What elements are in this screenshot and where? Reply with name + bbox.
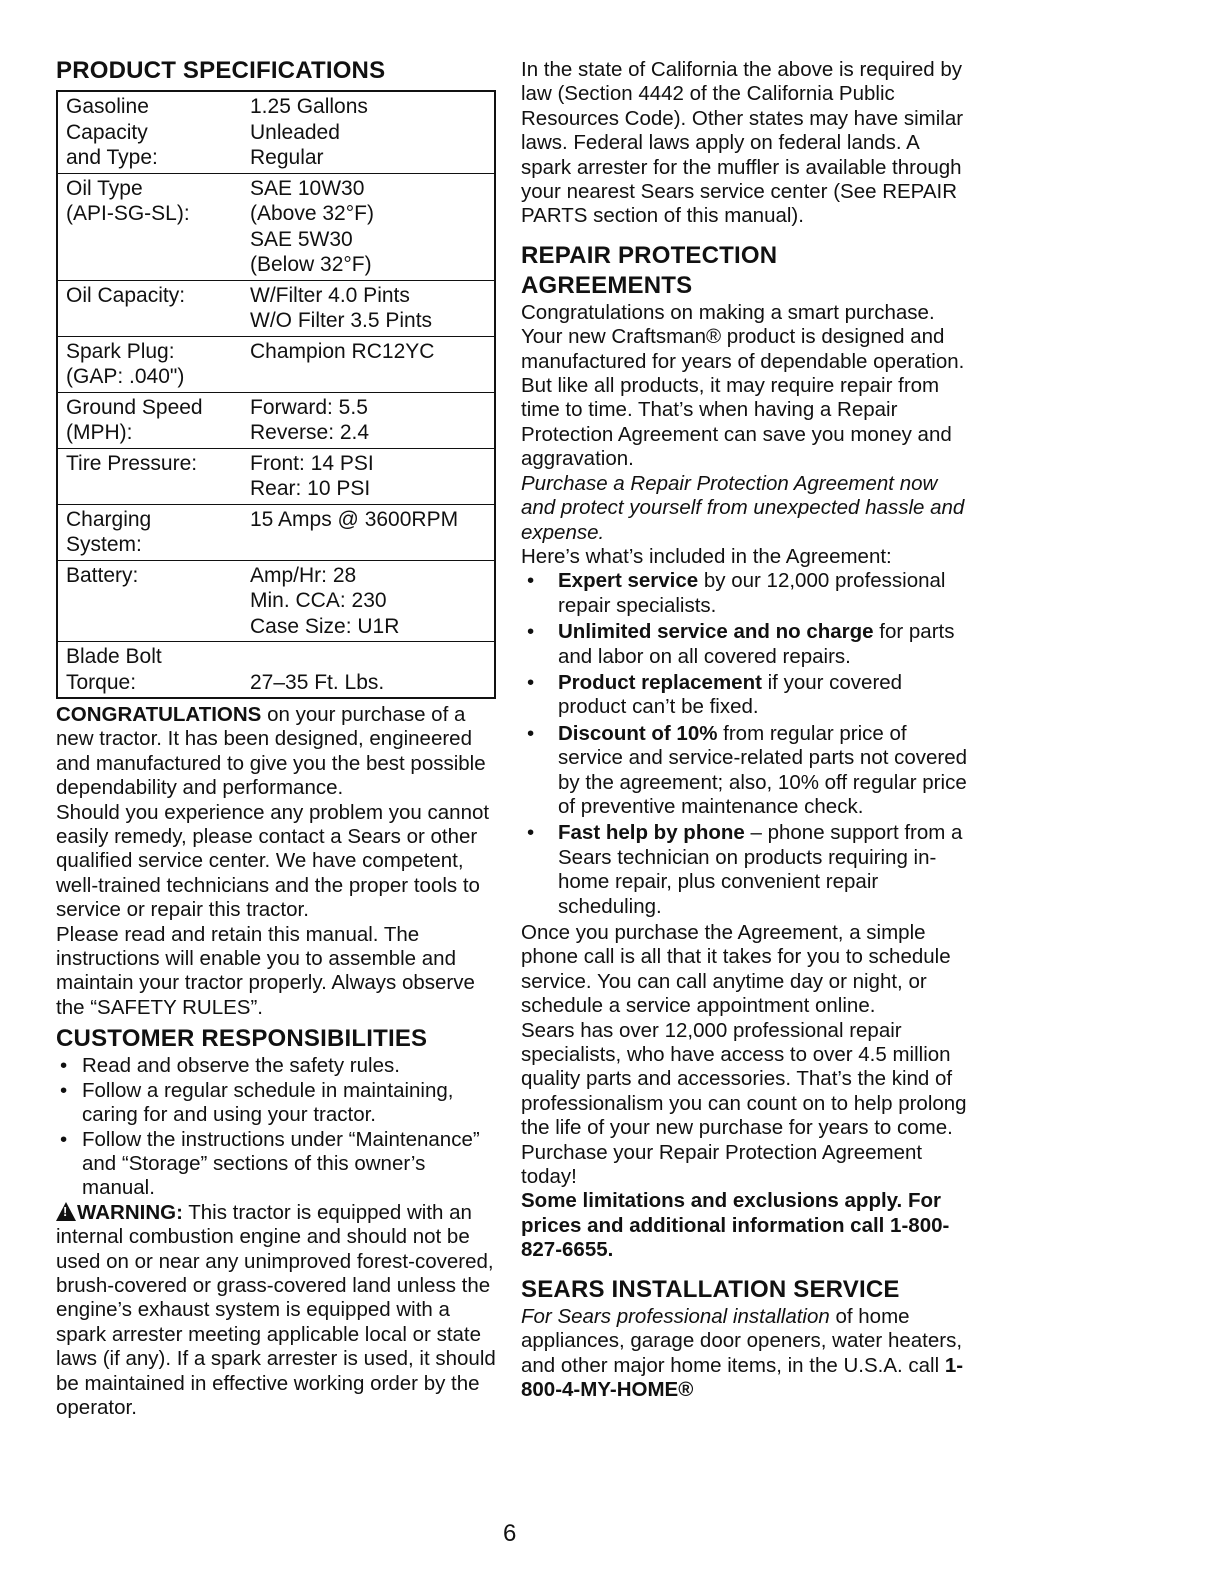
- rpa-intro: Congratulations on making a smart purchase. Your new Craftsman® product is designed and manufactured for years of dependable operation. But like all products, it may require repair from time to time. That’s when having a Repair Protection Agreement can save you money and aggravation.: [521, 300, 965, 471]
- list-item: • Follow the instructions under “Maintenance” and “Storage” sections of this owner’s manual.: [56, 1128, 496, 1201]
- item-lead: Unlimited service and no charge: [558, 620, 874, 644]
- once-paragraph: Once you purchase the Agreement, a simple phone call is all that it takes for you to schedule service. You can call anytime day or night, or schedule a service appointment online.: [521, 921, 951, 1018]
- list-item: • Follow a regular schedule in maintaining, caring for and using your tractor.: [56, 1079, 496, 1128]
- warning-text: This tractor is equipped with an internal combustion engine and should not be used on or near any unimproved forest-covered, brush-covered or grass-covered land unless the engine’s exhaust system is equipped with a spark arrester meeting applicable local or state laws (if any). If a spark arrester is used, it should be maintained in effective working order by the operator.: [56, 1200, 496, 1419]
- table-row: [57, 336, 495, 392]
- warning-paragraph: [56, 1201, 496, 1421]
- spec-label: Oil Capacity:: [57, 280, 242, 336]
- spec-label: Oil Type (API-SG-SL):: [57, 173, 242, 280]
- included-heading: Here’s what’s included in the Agreement:: [521, 544, 892, 568]
- item-text: from regular price of service and service-related parts not covered by the agreement; also, 10% off regular price of preventive maintenance check.: [558, 721, 968, 818]
- table-row: [57, 91, 495, 173]
- congrats-text: on your purchase of a new tractor. It has been designed, engineered and manufactured to give you the best possible dependability and performance.: [56, 703, 486, 800]
- customer-responsibilities-list: [56, 1054, 496, 1200]
- table-row: [57, 392, 495, 448]
- table-row: [57, 173, 495, 280]
- right-column: [521, 58, 971, 1402]
- left-column: [56, 56, 496, 1420]
- spec-label: Ground Speed (MPH):: [57, 392, 242, 448]
- spec-value: Front: 14 PSI Rear: 10 PSI: [242, 448, 495, 504]
- item-lead: Discount of 10%: [558, 721, 718, 745]
- spec-label: Tire Pressure:: [57, 448, 242, 504]
- spec-value: SAE 10W30 (Above 32°F) SAE 5W30 (Below 32°F): [242, 173, 495, 280]
- spec-table: [56, 90, 496, 699]
- rpa-title-line2: AGREEMENTS: [521, 271, 693, 299]
- item-lead: Expert service: [558, 569, 699, 593]
- sears-has-paragraph: Sears has over 12,000 professional repair specialists, who have access to over 4.5 million quality parts and accessories. That’s the kind of professionalism you can count on to help prolong the life of your new purchase for years to come. Purchase your Repair Protection Agreement today!: [521, 1018, 967, 1189]
- table-row: [57, 448, 495, 504]
- installation-text: of home appliances, garage door openers, water heaters, and other major home items, in the U.S.A. call: [521, 1304, 963, 1377]
- spec-label: Blade Bolt Torque:: [66, 645, 162, 694]
- list-item: [521, 620, 971, 669]
- spec-value: W/Filter 4.0 Pints W/O Filter 3.5 Pints: [242, 280, 495, 336]
- congrats-paragraph: [56, 703, 496, 801]
- california-paragraph: In the state of California the above is required by law (Section 4442 of the California Public Resources Code). Other states may have similar laws. Federal laws apply on federal lands. A spark arrester for the muffler is available through your nearest Sears service center (See REPAIR PARTS section of this manual).: [521, 58, 964, 228]
- table-row: [57, 504, 495, 560]
- list-item: • Read and observe the safety rules.: [56, 1054, 496, 1078]
- included-list: [521, 569, 971, 919]
- page-number: 6: [503, 1520, 517, 1547]
- rpa-title-line1: REPAIR PROTECTION: [521, 241, 778, 269]
- spec-value: 1.25 Gallons Unleaded Regular: [242, 91, 495, 173]
- list-item: [521, 722, 971, 820]
- spec-value: Forward: 5.5 Reverse: 2.4: [242, 392, 495, 448]
- spec-value: Champion RC12YC: [242, 336, 495, 392]
- table-row: [57, 280, 495, 336]
- list-item: [521, 671, 971, 720]
- limits-paragraph: Some limitations and exclusions apply. For prices and additional information call 1-800-827-6655.: [521, 1189, 950, 1262]
- item-text: if your covered product can’t be fixed.: [558, 670, 903, 719]
- customer-responsibilities-title: CUSTOMER RESPONSIBILITIES: [56, 1025, 428, 1053]
- spec-label: Battery:: [57, 560, 242, 642]
- item-text: by our 12,000 professional repair specialists.: [558, 569, 946, 617]
- list-item: [521, 821, 971, 919]
- manual-paragraph: Please read and retain this manual. The instructions will enable you to assemble and maintain your tractor properly. Always observe the “SAFETY RULES”.: [56, 922, 475, 1019]
- spec-label: Gasoline Capacity and Type:: [57, 91, 242, 173]
- item-lead: Fast help by phone: [558, 821, 745, 845]
- item-text: – phone support from a Sears technician on products requiring in-home repair, plus convenient repair scheduling.: [558, 821, 963, 918]
- spec-label: Charging System:: [57, 504, 242, 560]
- table-row: [57, 560, 495, 642]
- warning-icon: [56, 1202, 76, 1221]
- item-lead: Product replacement: [558, 670, 762, 694]
- spec-value: Amp/Hr: 28 Min. CCA: 230 Case Size: U1R: [242, 560, 495, 642]
- table-row: [57, 642, 495, 699]
- installation-paragraph: [521, 1305, 971, 1403]
- rpa-italic: Purchase a Repair Protection Agreement now and protect yourself from unexpected hassle and expense.: [521, 471, 965, 544]
- problem-paragraph: Should you experience any problem you cannot easily remedy, please contact a Sears or other qualified service center. We have competent, well-trained technicians and the proper tools to service or repair this tractor.: [56, 800, 490, 922]
- installation-phone: 1-800-4-MY-HOME®: [521, 1353, 964, 1401]
- list-item: [521, 569, 971, 618]
- spec-title: PRODUCT SPECIFICATIONS: [56, 57, 386, 84]
- spec-value: 27–35 Ft. Lbs.: [250, 670, 385, 694]
- item-text: for parts and labor on all covered repairs.: [558, 620, 955, 668]
- spec-value: 15 Amps @ 3600RPM: [242, 504, 495, 560]
- spec-label: Spark Plug: (GAP: .040"): [57, 336, 242, 392]
- installation-italic: For Sears professional installation: [521, 1304, 830, 1328]
- installation-title: SEARS INSTALLATION SERVICE: [521, 1275, 900, 1303]
- congrats-lead: CONGRATULATIONS: [56, 703, 262, 726]
- warning-lead: WARNING:: [77, 1200, 183, 1224]
